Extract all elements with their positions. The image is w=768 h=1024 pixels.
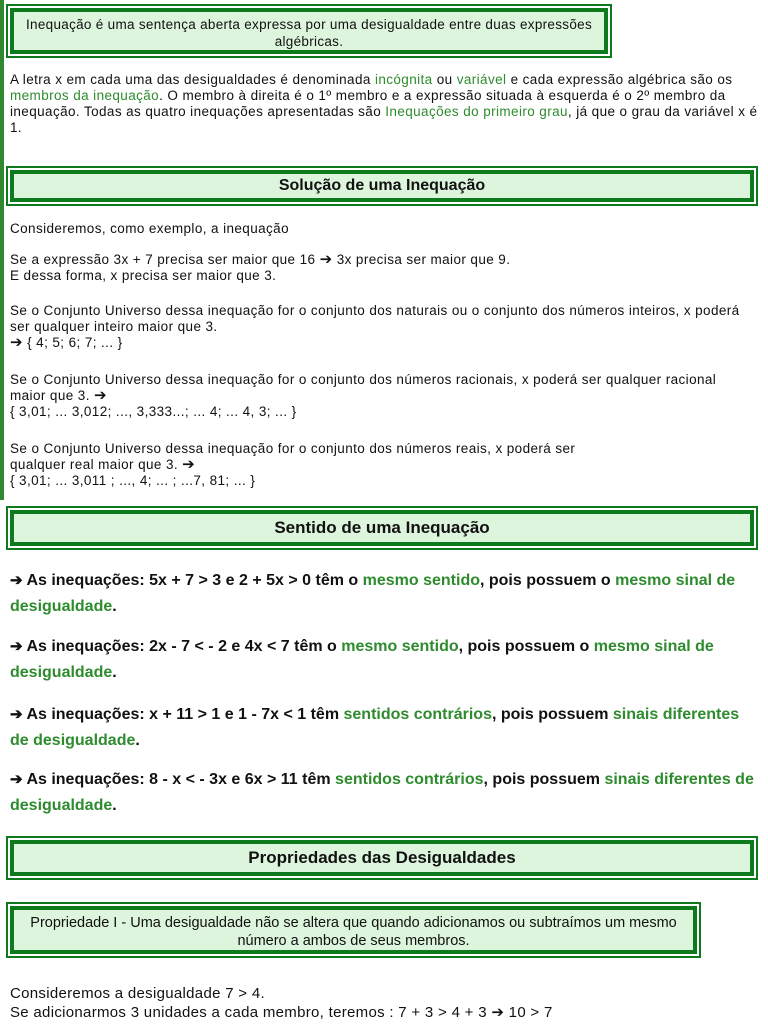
arrow-right-icon: ➔ xyxy=(10,334,23,351)
definition-box xyxy=(10,8,608,54)
property-box xyxy=(10,906,697,954)
section-header-solucao: Solução de uma Inequação xyxy=(10,170,754,202)
arrow-right-icon: ➔ xyxy=(10,706,23,723)
solution-step-1: Se a expressão 3x + 7 precisa ser maior que 16 ➔ 3x precisa ser maior que 9. E dessa forma, x precisa ser maior que 3. xyxy=(10,251,511,283)
solution-racionais: Se o Conjunto Universo dessa inequação for o conjunto dos números racionais, x poderá ser qualquer racional maior que 3. ➔ { 3,01; ... 3,012; ..., 3,333...; ... 4; ... 4, 3; ... } xyxy=(10,372,717,419)
term-primeiro-grau: Inequações do primeiro grau xyxy=(385,104,568,119)
intro-paragraph: A letra x em cada uma das desigualdades é denominada incógnita ou variável e cada expressão algébrica são os membros da inequação. O membro à direita é o 1º membro e a expressão situada à esquerda é o 2º membro da inequação. Todas as quatro inequações apresentadas são Inequações do primeiro grau, já que o grau da variável x é 1. xyxy=(10,72,758,135)
arrow-right-icon: ➔ xyxy=(491,1004,505,1021)
sentido-item-4: ➔ As inequações: 8 - x < - 3x e 6x > 11 têm sentidos contrários, pois possuem sinais diferentes de desigualdade. xyxy=(10,771,754,814)
sentido-item-2: ➔ As inequações: 2x - 7 < - 2 e 4x < 7 têm o mesmo sentido, pois possuem o mesmo sinal de desigualdade. xyxy=(10,638,714,681)
left-green-rule xyxy=(0,0,4,500)
arrow-right-icon: ➔ xyxy=(10,638,23,655)
property-text: Propriedade I - Uma desigualdade não se altera que quando adicionamos ou subtraímos um mesmo número a ambos de seus membros. xyxy=(30,915,677,949)
arrow-right-icon: ➔ xyxy=(10,572,23,589)
sentido-item-1: ➔ As inequações: 5x + 7 > 3 e 2 + 5x > 0 têm o mesmo sentido, pois possuem o mesmo sinal de desigualdade. xyxy=(10,572,736,615)
solution-reais: Se o Conjunto Universo dessa inequação for o conjunto dos números reais, x poderá ser qualquer real maior que 3. ➔ { 3,01; ... 3,011 ; ..., 4; ... ; ...7, 81; ... } xyxy=(10,441,576,488)
definition-text: Inequação é uma sentença aberta expressa por uma desigualdade entre duas expressões algébricas. xyxy=(25,17,592,49)
section-header-propriedades: Propriedades das Desigualdades xyxy=(10,840,754,876)
arrow-right-icon: ➔ xyxy=(182,456,196,473)
solution-intro: Consideremos, como exemplo, a inequação xyxy=(10,221,289,236)
example-consider: Consideremos a desigualdade 7 > 4. Se adicionarmos 3 unidades a cada membro, teremos : 7 + 3 > 4 + 3 ➔ 10 > 7 xyxy=(10,985,553,1021)
term-incognita: incógnita xyxy=(374,72,433,87)
section-header-sentido: Sentido de uma Inequação xyxy=(10,510,754,546)
term-variavel: variável xyxy=(456,72,507,87)
arrow-right-icon: ➔ xyxy=(10,771,23,788)
arrow-right-icon: ➔ xyxy=(94,387,107,404)
sentido-item-3: ➔ As inequações: x + 11 > 1 e 1 - 7x < 1 têm sentidos contrários, pois possuem sinais diferentes de desigualdade. xyxy=(10,706,740,749)
solution-inteiros: Se o Conjunto Universo dessa inequação for o conjunto dos naturais ou o conjunto dos números inteiros, x poderá ser qualquer inteiro maior que 3. ➔ { 4; 5; 6; 7; ... } xyxy=(10,303,740,351)
arrow-right-icon: ➔ xyxy=(319,251,333,268)
term-membros: membros da inequação xyxy=(10,88,160,103)
